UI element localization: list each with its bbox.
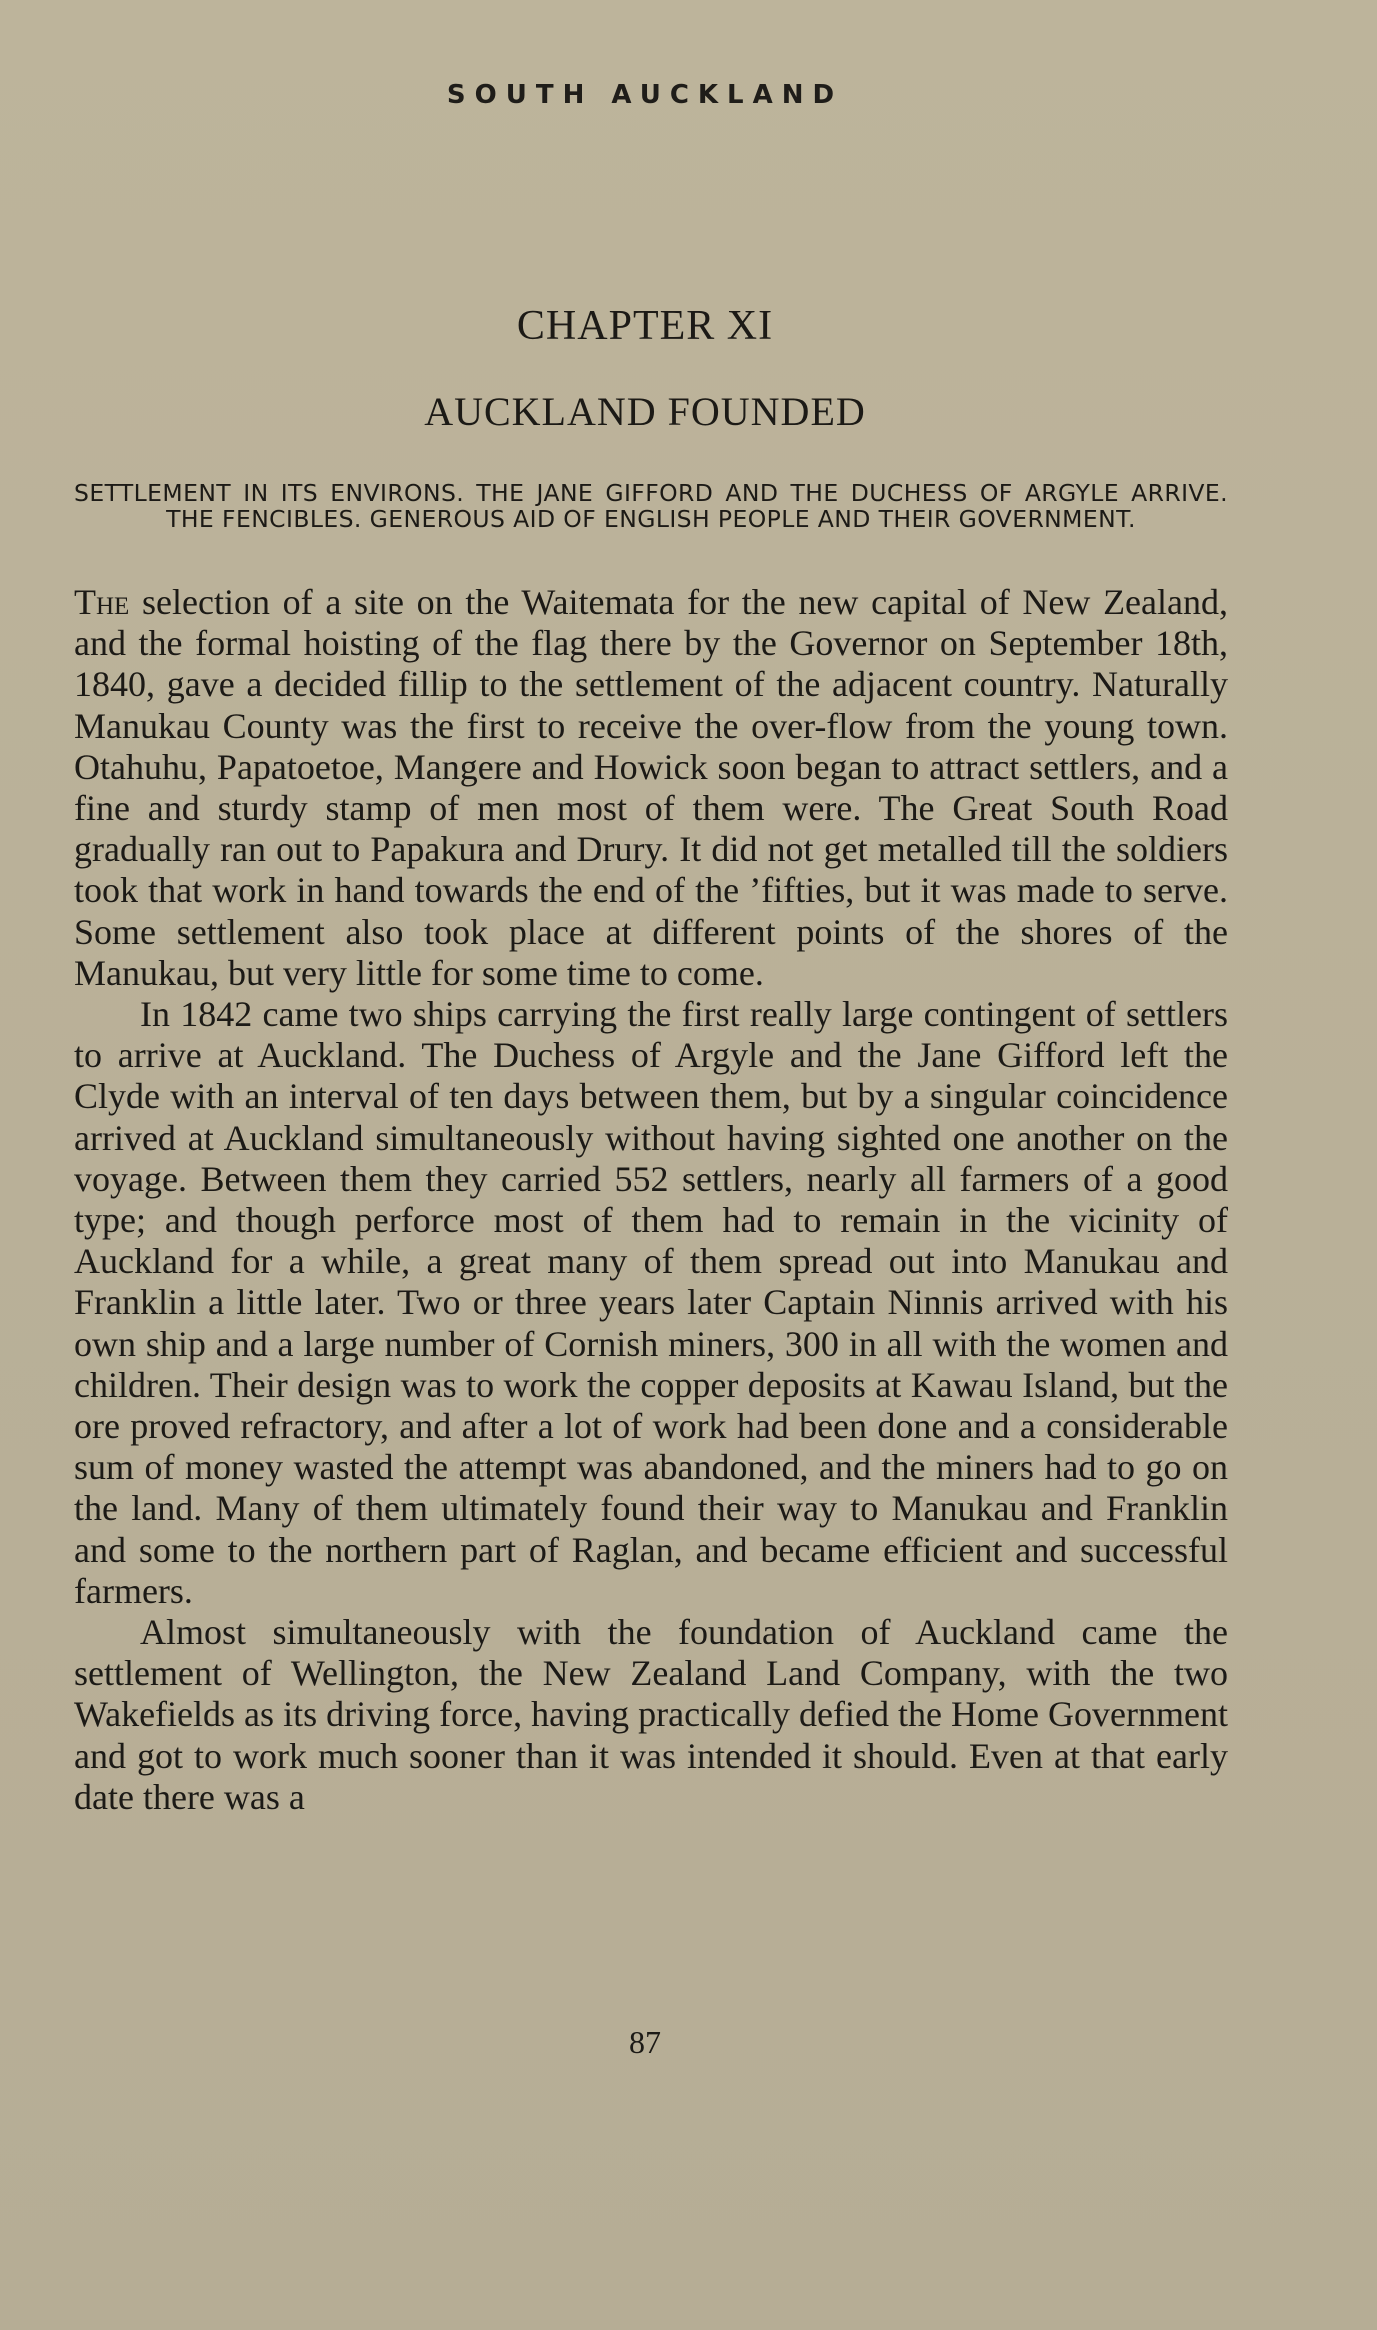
page-number: 87 — [629, 2024, 661, 2060]
paragraph-3: Almost simultaneously with the foundation of Auckland came the settlement of Wellington, the New Zealand Land Company, with the two Wakefields as its driving force, having practically defied the Home Government and got to work much sooner than it was intended it should. Even at that early date there was a — [74, 1612, 1228, 1817]
paragraph-lead-word: The — [74, 582, 130, 622]
running-head: SOUTH AUCKLAND — [446, 80, 844, 110]
paragraph-2: In 1842 came two ships carrying the first really large contingent of settlers to arrive at Auckland. The Duchess of Argyle and the Jane Gifford left the Clyde with an interval of ten days between them, but by a singular coincidence arrived at Auckland simultaneously without having sighted one another on the voyage. Between them they carried 552 settlers, nearly all farmers of a good type; and though perforce most of them had to remain in the vicinity of Auckland for a while, a great many of them spread out into Manukau and Franklin a little later. Two or three years later Captain Ninnis arrived with his own ship and a large number of Cornish miners, 300 in all with the women and children. Their design was to work the copper deposits at Kawau Island, but the ore proved refractory, and after a lot of work had been done and a considerable sum of money wasted the attempt was abandoned, and the miners had to go on the land. Many of them ultimately found their way to Manukau and Franklin and some to the northern part of Raglan, and became efficient and successful farmers. — [74, 994, 1228, 1611]
chapter-number: CHAPTER XI — [516, 303, 774, 349]
body-text — [74, 582, 1228, 1818]
paragraph-1 — [74, 582, 1228, 994]
chapter-title: AUCKLAND FOUNDED — [424, 389, 866, 434]
paragraph-1-text: selection of a site on the Waitemata for the new capital of New Zealand, and the formal hoisting of the flag there by the Governor on September 18th, 1840, gave a decided fillip to the settlement of the adjacent country. Naturally Manukau County was the first to receive the over-flow from the young town. Otahuhu, Papatoetoe, Mangere and Howick soon began to attract settlers, and a fine and sturdy stamp of men most of them were. The Great South Road gradually ran out to Papakura and Drury. It did not get metalled till the soldiers took that work in hand towards the end of the ’fifties, but it was made to serve. Some settlement also took place at different points of the shores of the Manukau, but very little for some time to come. — [74, 582, 1228, 993]
chapter-synopsis: SETTLEMENT IN ITS ENVIRONS. THE JANE GIFFORD AND THE DUCHESS OF ARGYLE ARRIVE. THE FENCIBLES. GENEROUS AID OF ENGLISH PEOPLE AND THEIR GOVERNMENT. — [74, 479, 1228, 533]
